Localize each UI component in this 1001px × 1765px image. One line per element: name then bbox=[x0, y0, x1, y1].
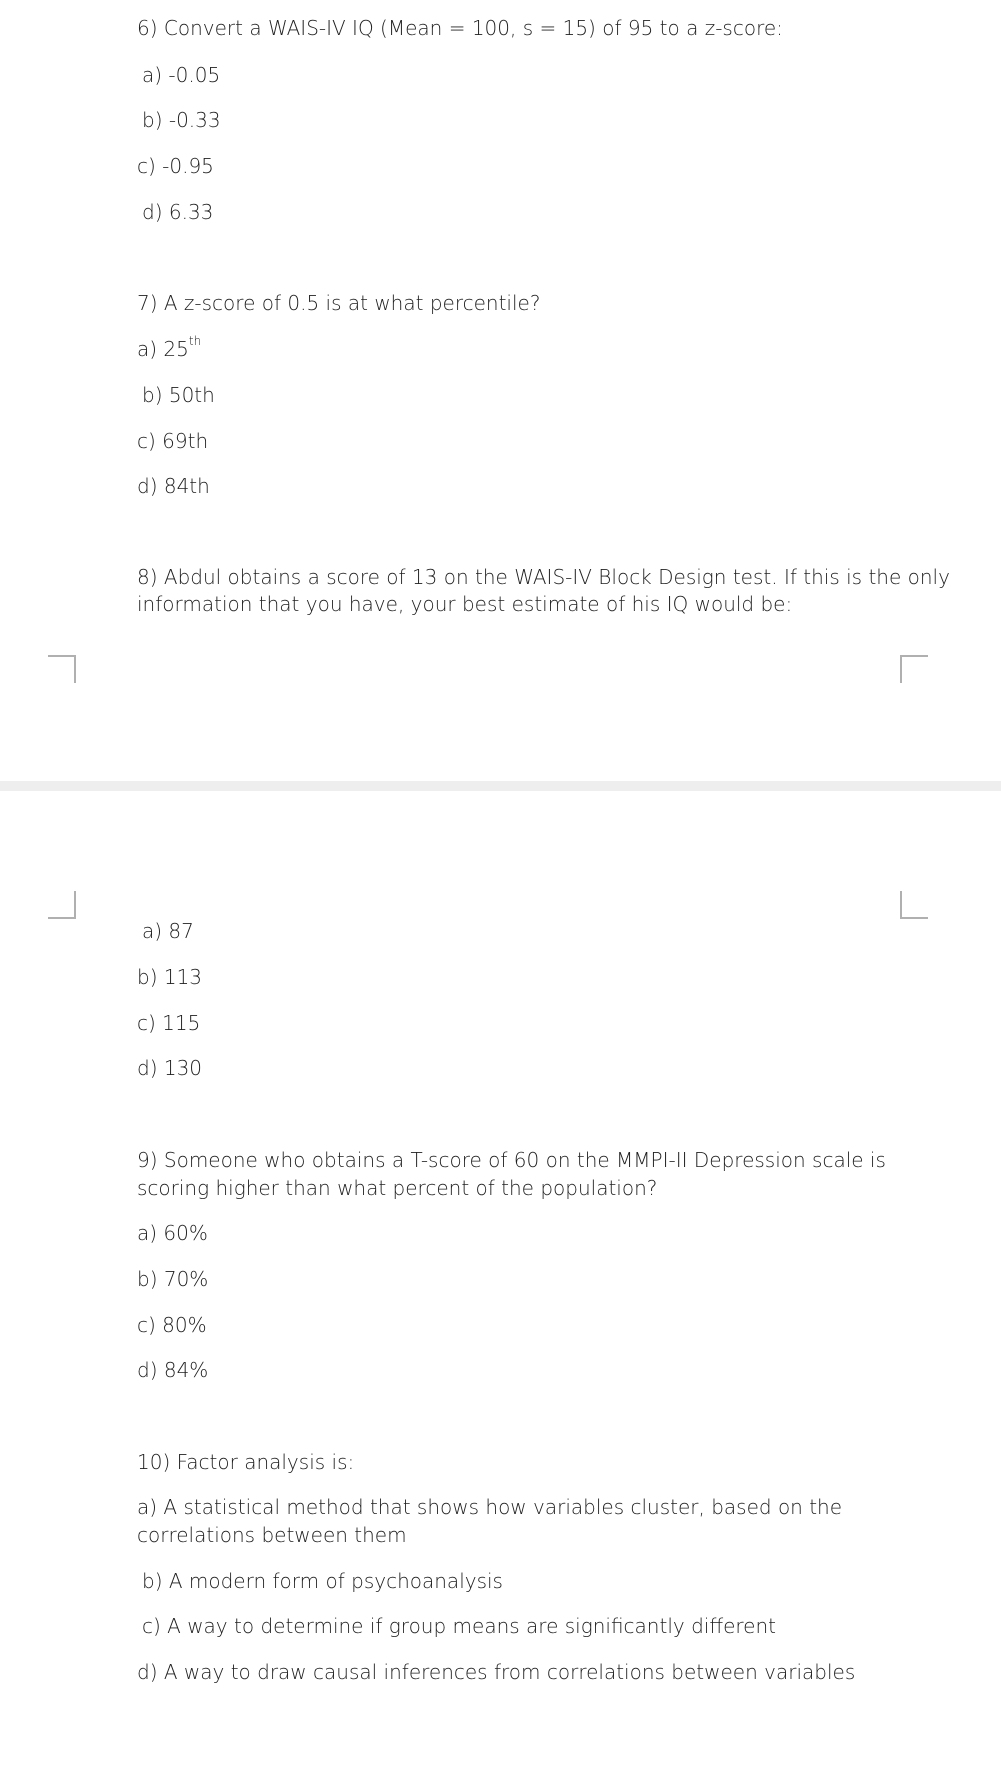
question-10-option-a-line-2: correlations between them bbox=[137, 1523, 407, 1547]
question-10-option-a-line-1: a) A statistical method that shows how variables cluster, based on the bbox=[137, 1495, 843, 1519]
crop-mark-top-right bbox=[900, 891, 928, 919]
question-7-option-b: b) 50th bbox=[142, 383, 215, 407]
question-9-option-b: b) 70% bbox=[137, 1267, 209, 1291]
question-9-option-c: c) 80% bbox=[137, 1313, 207, 1337]
question-9-text-line-2: scoring higher than what percent of the population? bbox=[137, 1176, 658, 1200]
question-8-option-b: b) 113 bbox=[137, 965, 203, 989]
document-page-2 bbox=[0, 791, 1001, 1765]
question-6-option-d: d) 6.33 bbox=[142, 200, 214, 224]
question-7-option-d: d) 84th bbox=[137, 474, 210, 498]
page-separator bbox=[0, 781, 1001, 791]
question-10-option-c: c) A way to determine if group means are significantly different bbox=[142, 1614, 777, 1638]
question-7-option-a bbox=[137, 335, 201, 363]
question-6-option-c: c) -0.95 bbox=[137, 154, 214, 178]
crop-mark-bottom-right bbox=[900, 655, 928, 683]
crop-mark-bottom-left bbox=[48, 655, 76, 683]
question-10-option-b: b) A modern form of psychoanalysis bbox=[142, 1569, 503, 1593]
question-8-text-line-1: 8) Abdul obtains a score of 13 on the WAIS-IV Block Design test. If this is the only bbox=[137, 565, 950, 589]
question-9-option-a: a) 60% bbox=[137, 1221, 208, 1245]
question-7-text: 7) A z-score of 0.5 is at what percentile? bbox=[137, 291, 541, 315]
question-8-option-c: c) 115 bbox=[137, 1011, 201, 1035]
question-8-option-a: a) 87 bbox=[142, 919, 194, 943]
question-6-option-b: b) -0.33 bbox=[142, 108, 221, 132]
question-7-option-a-superscript: th bbox=[188, 334, 202, 349]
question-9-option-d: d) 84% bbox=[137, 1358, 209, 1382]
question-10-text: 10) Factor analysis is: bbox=[137, 1450, 355, 1474]
question-10-option-d: d) A way to draw causal inferences from correlations between variables bbox=[137, 1660, 856, 1684]
document-page-1 bbox=[0, 0, 1001, 781]
question-8-text-line-2: information that you have, your best estimate of his IQ would be: bbox=[137, 592, 793, 616]
question-6-text: 6) Convert a WAIS-IV IQ (Mean = 100, s = 15) of 95 to a z-score: bbox=[137, 16, 783, 40]
crop-mark-top-left bbox=[48, 891, 76, 919]
question-9-text-line-1: 9) Someone who obtains a T-score of 60 on the MMPI-II Depression scale is bbox=[137, 1148, 886, 1172]
question-6-option-a: a) -0.05 bbox=[142, 63, 221, 87]
question-7-option-c: c) 69th bbox=[137, 429, 209, 453]
question-8-option-d: d) 130 bbox=[137, 1056, 203, 1080]
question-7-option-a-text: a) 25 bbox=[137, 337, 189, 361]
